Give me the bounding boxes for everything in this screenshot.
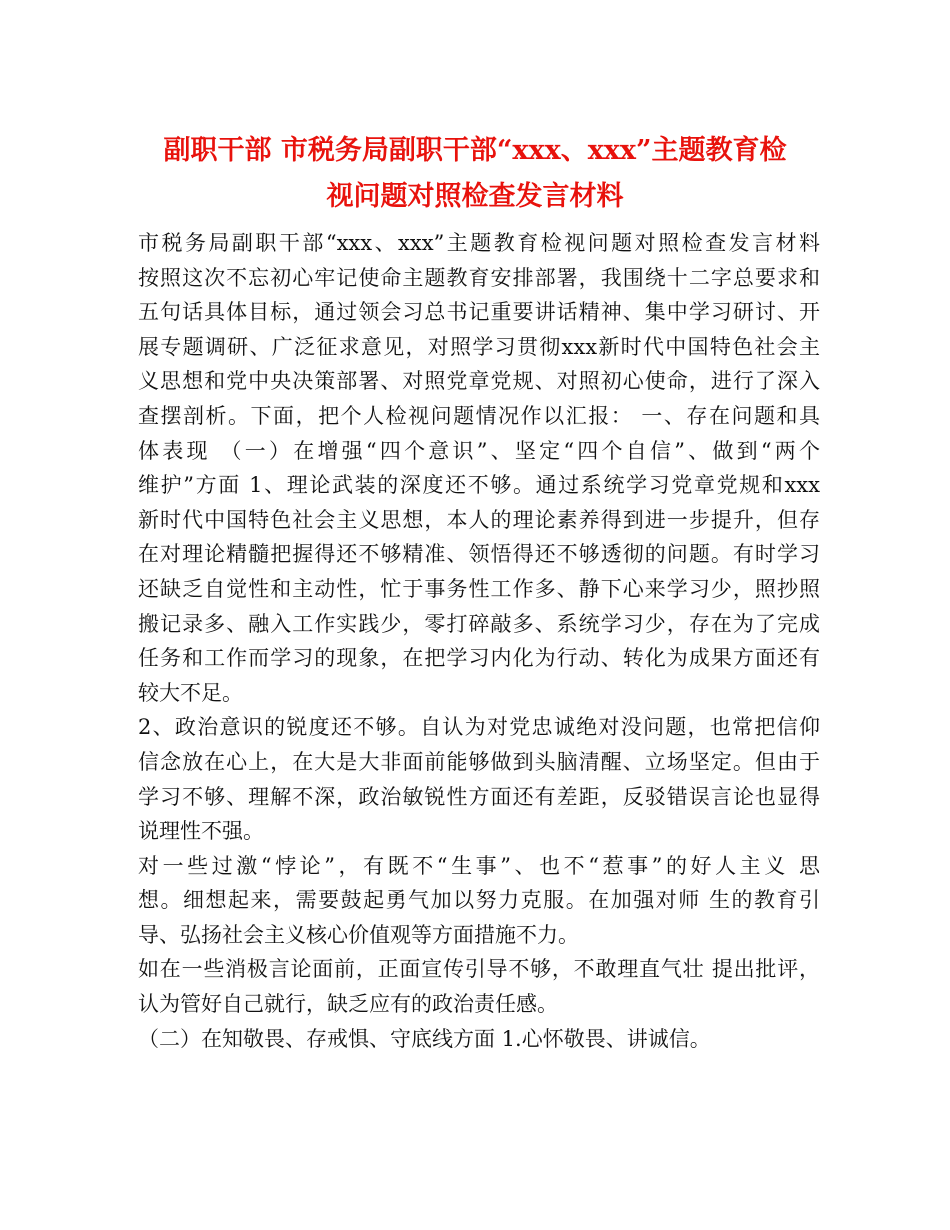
body-line: 展专题调研、广泛征求意见，对照学习贯彻xxx新时代中国特色社会主	[138, 334, 820, 359]
body-line: 认为管好自己就行，缺乏应有的政治责任感。	[138, 992, 558, 1017]
body-line: 按照这次不忘初心牢记使命主题教育安排部署，我围绕十二字总要求和	[138, 265, 820, 290]
body-line: 在对理论精髓把握得还不够精准、领悟得还不够透彻的问题。有时学习	[138, 542, 820, 567]
body-line: 新时代中国特色社会主义思想，本人的理论素养得到进一步提升，但存	[138, 507, 820, 532]
body-line: 任务和工作而学习的现象，在把学习内化为行动、转化为成果方面还有	[138, 646, 820, 671]
body-line: 2、政治意识的锐度还不够。自认为对党忠诚绝对没问题，也常把信仰	[138, 715, 820, 740]
body-line: 市税务局副职干部“xxx、xxx”主题教育检视问题对照检查发言材料	[138, 231, 820, 255]
body-line: 查摆剖析。下面，把个人检视问题情况作以汇报： 一、存在问题和具	[138, 403, 820, 428]
body-line: 对一些过激“悖论”，有既不“生事”、也不“惹事”的好人主义 思	[138, 853, 820, 878]
document-title	[120, 128, 830, 220]
body-line: 较大不足。	[138, 680, 243, 705]
body-line: 如在一些消极言论面前，正面宣传引导不够，不敢理直气壮 提出批评，	[138, 957, 820, 982]
body-line: 维护”方面 1、理论武装的深度还不够。通过系统学习党章党规和xxx	[138, 473, 820, 498]
body-line: 导、弘扬社会主义核心价值观等方面措施不力。	[138, 922, 579, 947]
body-line: 体表现 （一）在增强“四个意识”、坚定“四个自信”、做到“两个	[138, 438, 820, 463]
title-line-1: 副职干部 市税务局副职干部“xxx、xxx”主题教育检	[163, 135, 787, 166]
body-line: 五句话具体目标，通过领会习总书记重要讲话精神、集中学习研讨、开	[138, 300, 820, 325]
body-line: 搬记录多、融入工作实践少，零打碎敲多、系统学习少，存在为了完成	[138, 611, 820, 636]
body-line: （二）在知敬畏、存戒惧、守底线方面 1.心怀敬畏、讲诚信。	[138, 1026, 711, 1051]
body-line: 学习不够、理解不深，政治敏锐性方面还有差距，反驳错误言论也显得	[138, 784, 820, 809]
body-line: 信念放在心上，在大是大非面前能够做到头脑清醒、立场坚定。但由于	[138, 749, 820, 774]
body-line: 义思想和党中央决策部署、对照党章党规、对照初心使命，进行了深入	[138, 369, 820, 394]
document-body	[138, 226, 820, 1056]
body-line: 想。细想起来，需要鼓起勇气加以努力克服。在加强对师 生的教育引	[138, 888, 820, 913]
body-line: 还缺乏自觉性和主动性，忙于事务性工作多、静下心来学习少，照抄照	[138, 576, 820, 601]
body-line: 说理性不强。	[138, 819, 264, 844]
title-line-2: 视问题对照检查发言材料	[326, 181, 624, 212]
